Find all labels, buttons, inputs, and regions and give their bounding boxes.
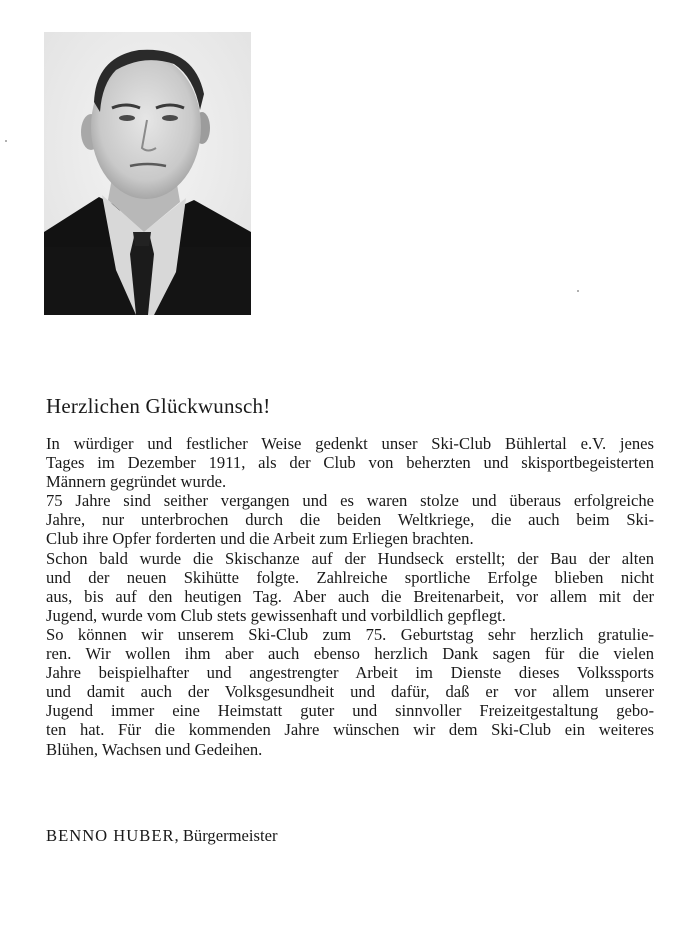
signature [46,826,277,846]
text-line: Jahre beispielhafter und angestrengter Arbeit im Dienste dieses Volkssports [46,663,654,683]
page-heading: Herzlichen Glückwunsch! [46,394,271,418]
portrait-image [44,32,251,315]
signature-separator: , [174,826,183,845]
text-line: Männern gegründet wurde. [46,472,227,492]
text-line: Jahre, nur unterbrochen durch die beiden Weltkriege, die auch beim Ski- [46,510,654,530]
paragraph [46,491,654,548]
text-line: ten hat. Für die kommenden Jahre wünschen wir dem Ski-Club ein weiteres [46,720,654,740]
text-line: Schon bald wurde die Skischanze auf der Hundseck erstellt; der Bau der alten [46,548,654,568]
portrait-photo [44,32,251,315]
text-line: und der neuen Skihütte folgte. Zahlreiche sportliche Erfolge blieben nicht [46,567,654,587]
paragraph [46,625,654,759]
text-line: In würdiger und festlicher Weise gedenkt unser Ski-Club Bühlertal e.V. jenes [46,434,654,453]
text-line: Jugend, wurde vom Club stets gewissenhaft und vorbildlich gepflegt. [46,605,506,625]
text-line: So können wir unserem Ski-Club zum 75. Geburtstag sehr herzlich gratulie- [46,624,654,644]
text-line: Jugend immer eine Heimstatt guter und sinnvoller Freizeitgestaltung gebo- [46,701,654,721]
scan-speck [577,290,579,292]
text-line: Tages im Dezember 1911, als der Club von beherzten und skisportbegeisterten [46,453,654,473]
text-line: Club ihre Opfer forderten und die Arbeit zum Erliegen brachten. [46,529,474,549]
paragraph [46,434,654,491]
text-line: Blühen, Wachsen und Gedeihen. [46,739,263,759]
scan-speck [5,140,7,142]
signer-role: Bürgermeister [182,826,278,845]
text-line: 75 Jahre sind seither vergangen und es waren stolze und überaus erfolgreiche [46,491,654,511]
paragraph [46,549,654,625]
text-line: aus, bis auf den heutigen Tag. Aber auch die Breitenarbeit, vor allem mit der [46,586,654,606]
signer-name: BENNO HUBER [46,826,175,845]
letter-body [46,434,654,759]
text-line: und damit auch der Volksgesundheit und dafür, daß er vor allem unserer [46,682,654,702]
text-line: ren. Wir wollen ihm aber auch ebenso herzlich Dank sagen für die vielen [46,644,654,664]
